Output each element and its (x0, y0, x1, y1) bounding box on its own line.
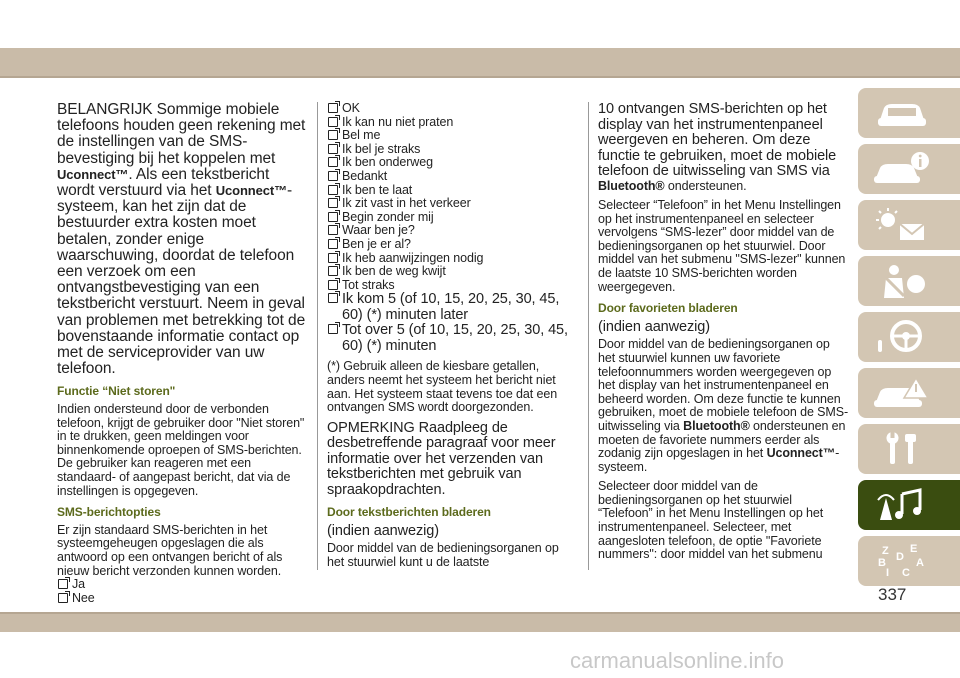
paragraph: Door middel van de bedieningsorganen op het stuurwiel kunt u de laatste (327, 541, 559, 569)
important-note: BELANGRIJK Sommige mobiele telefoons houden geen rekening met de instellingen van de SMS-bevestiging bij het koppelen met Uconnect™. Als een tekstbericht wordt verstuurd via het Uconnect™-systeem, kan het zijn dat de bestuurder extra kosten moet betalen, zonder enige waarschuwing, doordat de telefoon een verzoek om een ontvangstbevestiging van een tekstbericht verstuurt. Neem in geval van problemen met betrekking tot de bovenstaande informatie contact op met de serviceprovider van uw telefoon. (57, 101, 306, 378)
checkbox-icon (328, 185, 338, 195)
section-heading-browse-sms: Door tekstberichten bladeren (327, 505, 491, 520)
list-item: Ik ben te laat (327, 184, 577, 198)
checkbox-icon (328, 253, 338, 263)
paragraph: Selecteer “Telefoon” in het Menu Instellingen op het instrumentenpaneel en selecteer vervolgens “SMS-lezer” door middel van de bedieningsorganen op het stuurwiel. Door middel van het submenu "SMS-lezer" kunnen de laatste 10 SMS-berichten worden weergegeven. (598, 198, 846, 294)
paragraph: 10 ontvangen SMS-berichten op het display van het instrumentenpaneel weergeven en beheren. Om deze functie te gebruiken, moet de mobiele telefoon de uitwisseling van SMS via Bluetooth® ondersteunen. (598, 101, 837, 193)
tab-maintenance[interactable] (858, 424, 960, 474)
list-item: Bel me (327, 129, 577, 143)
index-letters-icon (872, 542, 932, 580)
svg-text:B: B (878, 557, 886, 569)
section-heading-do-not-disturb: Functie “Niet storen" (57, 384, 176, 399)
list-item: Waar ben je? (327, 224, 577, 238)
column-2 (327, 102, 577, 575)
list-item: Ben je er al? (327, 238, 577, 252)
paragraph: Door middel van de bedieningsorganen op het stuurwiel kunnen uw favoriete telefoonnummers worden weergegeven op het display van het instrumentenpaneel en beheerd worden. Om deze functie te kunnen gebruiken, moet de mobiele telefoon de SMS-uitwisseling via Bluetooth® ondersteunen en moeten de favoriete nummers eerder als zodanig zijn opgeslagen in het Uconnect™-systeem. (598, 337, 849, 474)
list-item: Ik bel je straks (327, 143, 577, 157)
chapter-tabs (858, 88, 960, 592)
list-item: Nee (57, 592, 307, 606)
section-heading-sms-options: SMS-berichtopties (57, 505, 161, 520)
seatbelt-airbag-icon (872, 262, 932, 300)
paragraph: Selecteer door middel van de bedieningsorganen op het stuurwiel “Telefoon” in het Menu Instellingen op het instrumentenpaneel. Selecteer, met aangesloten telefoon, de optie "Favoriete nummers": door middel van het submenu (598, 479, 824, 562)
info-car-icon (872, 150, 932, 188)
paragraph: (indien aanwezig) (598, 318, 710, 335)
tab-index[interactable] (858, 536, 960, 586)
section-heading-browse-favorites: Door favorieten bladeren (598, 301, 738, 316)
tab-driving[interactable] (858, 312, 960, 362)
multimedia-icon (872, 486, 932, 524)
header-line (0, 76, 960, 78)
svg-text:D: D (896, 551, 904, 563)
checkbox-icon (328, 239, 338, 249)
paragraph: (*) Gebruik alleen de kiesbare getallen, anders neemt het systeem het bericht niet aan. Het systeem staat tevens toe dat een ontvangen SMS wordt doorgezonden. (327, 359, 558, 415)
list-item: Ik heb aanwijzingen nodig (327, 252, 577, 266)
list-item: Tot over 5 (of 10, 15, 20, 25, 30, 45, 60) (*) minuten (327, 323, 577, 354)
column-divider (317, 102, 318, 570)
car-icon (872, 94, 932, 132)
list-item: Ik kan nu niet praten (327, 116, 577, 130)
list-item: Ja (57, 578, 307, 592)
checkbox-icon (328, 103, 338, 113)
paragraph: Indien ondersteund door de verbonden telefoon, krijgt de gebruiker door "Niet storen" in te drukken, geen meldingen voor binnenkomende oproepen of SMS-berichten. De gebruiker kan reageren met een standaard- of aangepast bericht, dat via de instellingen is opgegeven. (57, 402, 305, 498)
tab-multimedia[interactable] (858, 480, 960, 530)
checkbox-icon (328, 280, 338, 290)
list-item: Tot straks (327, 279, 577, 293)
tab-safety[interactable] (858, 256, 960, 306)
column-divider (588, 102, 589, 570)
checkbox-icon (328, 293, 338, 303)
list-item: Ik zit vast in het verkeer (327, 197, 577, 211)
checkbox-icon (328, 212, 338, 222)
paragraph: Er zijn standaard SMS-berichten in het systeemgeheugen opgeslagen die als antwoord op een ontvangen bericht of als nieuw bericht verzonden kunnen worden. (57, 522, 283, 578)
tab-lights-messages[interactable] (858, 200, 960, 250)
header-band (0, 48, 960, 76)
checkbox-icon (328, 171, 338, 181)
svg-text:E: E (910, 543, 918, 555)
svg-text:C: C (902, 567, 910, 579)
watermark: carmanualsonline.info (570, 648, 785, 673)
checkbox-icon (328, 198, 338, 208)
checkbox-icon (328, 130, 338, 140)
checkbox-icon (328, 266, 338, 276)
list-item: Bedankt (327, 170, 577, 184)
warning-car-icon (872, 374, 932, 412)
column-3 (598, 102, 848, 568)
list-item: Ik ben onderweg (327, 156, 577, 170)
page-number: 337 (878, 585, 907, 604)
paragraph: (indien aanwezig) (327, 522, 439, 539)
svg-text:A: A (916, 557, 924, 569)
checkbox-icon (328, 117, 338, 127)
lights-message-icon (872, 206, 932, 244)
checkbox-icon (58, 579, 68, 589)
tab-car[interactable] (858, 88, 960, 138)
tools-icon (872, 430, 932, 468)
note-paragraph: OPMERKING Raadpleeg de desbetreffende paragraaf voor meer informatie over het verzenden van tekstberichten met gebruik van spraakopdrachten. (327, 419, 556, 498)
checkbox-icon (328, 144, 338, 154)
svg-text:I: I (886, 567, 890, 579)
checkbox-icon (58, 593, 68, 603)
checkbox-icon (328, 324, 338, 334)
list-item: Ik kom 5 (of 10, 15, 20, 25, 30, 45, 60) (*) minuten later (327, 292, 577, 323)
tab-info[interactable] (858, 144, 960, 194)
list-item: OK (327, 102, 577, 116)
checkbox-icon (328, 157, 338, 167)
list-item: Begin zonder mij (327, 211, 577, 225)
checkbox-icon (328, 225, 338, 235)
footer-band (0, 614, 960, 632)
svg-text:Z: Z (882, 545, 889, 557)
list-item: Ik ben de weg kwijt (327, 265, 577, 279)
column-1 (57, 102, 307, 605)
steering-wheel-icon (872, 318, 932, 356)
tab-emergency[interactable] (858, 368, 960, 418)
